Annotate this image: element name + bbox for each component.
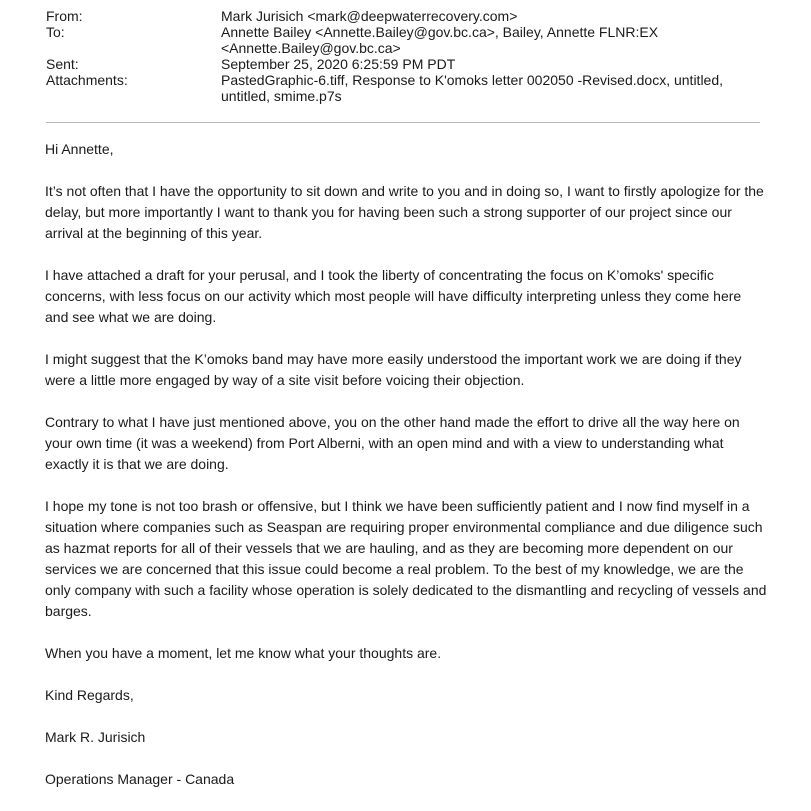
- from-value: Mark Jurisich <mark@deepwaterrecovery.com>: [221, 8, 518, 24]
- signature-title: Operations Manager - Canada: [45, 771, 235, 787]
- to-row: [46, 24, 766, 56]
- to-label: To:: [46, 24, 65, 40]
- sent-label: Sent:: [46, 56, 79, 72]
- body-paragraph: It’s not often that I have the opportunity to sit down and write to you and in doing so, I want to firstly apologize for the delay, but more importantly I want to thank you for having been such a strong supporter of our project since our arrival at the beginning of this year.: [45, 183, 764, 241]
- header-divider: [46, 122, 760, 123]
- from-row: [46, 8, 766, 24]
- sent-row: [46, 56, 766, 72]
- body-paragraph: I have attached a draft for your perusal, and I took the liberty of concentrating the focus on K’omoks' specific concerns, with less focus on our activity which most people will have difficulty interpreting unless they come here and see what we are doing.: [45, 267, 742, 325]
- body-paragraph: Contrary to what I have just mentioned above, you on the other hand made the effort to drive all the way here on your own time (it was a weekend) from Port Alberni, with an open mind and with a view to understanding what exactly it is that we are doing.: [45, 414, 740, 472]
- signature-name: Mark R. Jurisich: [45, 729, 146, 745]
- from-label: From:: [46, 8, 83, 24]
- attachments-value: PastedGraphic-6.tiff, Response to K'omoks letter 002050 -Revised.docx, untitled, untitled, smime.p7s: [221, 72, 724, 104]
- attachments-label: Attachments:: [46, 72, 128, 88]
- attachments-row: [46, 72, 766, 104]
- email-header: [46, 8, 766, 104]
- body-paragraph: I hope my tone is not too brash or offensive, but I think we have been sufficiently patient and I now find myself in a situation where companies such as Seaspan are requiring proper environmental compliance and due diligence such as hazmat reports for all of their vessels that we are hauling, and as they are becoming more dependent on our services we are concerned that this issue could become a real problem. To the best of my knowledge, we are the only company with such a facility whose operation is solely dedicated to the dismantling and recycling of vessels and barges.: [45, 498, 767, 619]
- sent-value: September 25, 2020 6:25:59 PM PDT: [221, 56, 456, 72]
- body-paragraph: When you have a moment, let me know what your thoughts are.: [45, 645, 442, 661]
- to-value: Annette Bailey <Annette.Bailey@gov.bc.ca>, Bailey, Annette FLNR:EX <Annette.Bailey@gov.bc.ca>: [221, 24, 659, 56]
- email-body: [45, 139, 767, 811]
- body-paragraph: I might suggest that the K’omoks band may have more easily understood the important work we are doing if they were a little more engaged by way of a site visit before voicing their objection.: [45, 351, 742, 388]
- greeting: Hi Annette,: [45, 141, 114, 157]
- closing: Kind Regards,: [45, 687, 134, 703]
